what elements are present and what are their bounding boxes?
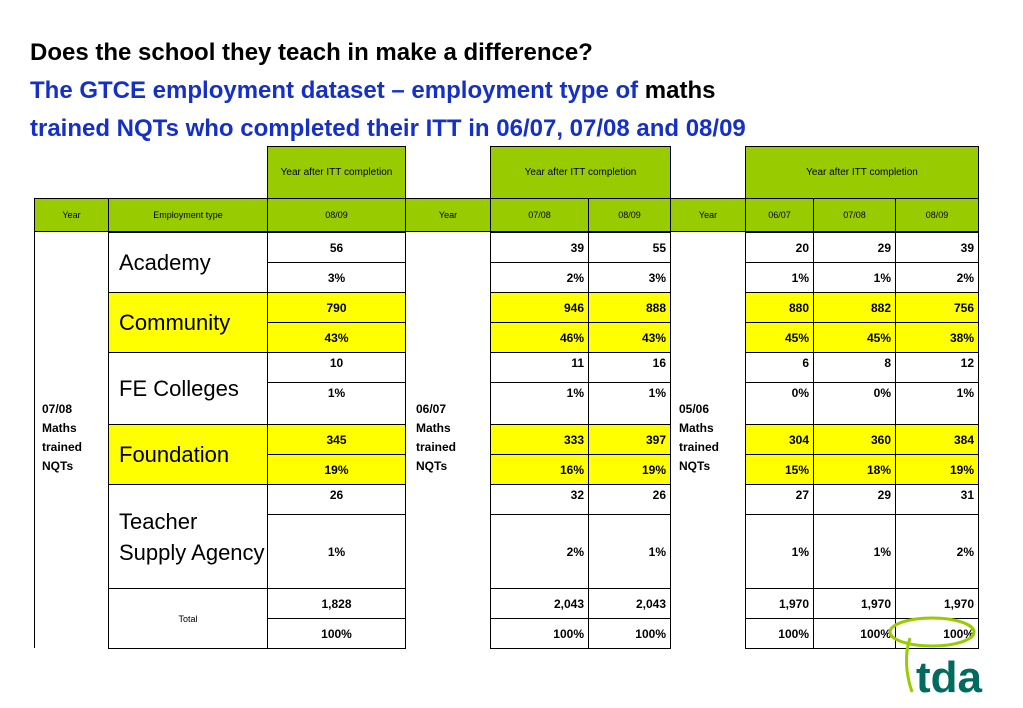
table-cell-academy-count-5: 39 (895, 232, 979, 263)
table-cell-fe-count-5: 12 (895, 352, 979, 383)
table-cell-tsa-pct-4: 1% (813, 514, 896, 589)
table-cell-community-pct-1: 46% (490, 322, 589, 353)
table-cell-total-pct-0: 100% (267, 618, 406, 649)
table-cell-fe-count-4: 8 (813, 352, 896, 383)
table-cell-community-pct-0: 43% (267, 322, 406, 353)
table-cell-foundation-pct-2: 19% (588, 454, 671, 485)
employment-type-community: Community (108, 292, 268, 353)
table-cell-fe-count-1: 11 (490, 352, 589, 383)
employment-type-academy: Academy (108, 232, 268, 293)
table-cell-fe-count-0: 10 (267, 352, 406, 383)
group-border-left (34, 232, 35, 648)
table-cell-foundation-count-3: 304 (745, 424, 814, 455)
group-label-0708: 07/08 Maths trained NQTs (42, 402, 83, 473)
header-year-after-1: Year after ITT completion (267, 146, 406, 199)
title-subtitle (30, 72, 1010, 110)
table-cell-fe-pct-0: 1% (267, 382, 406, 425)
table-cell-foundation-pct-0: 19% (267, 454, 406, 485)
table-cell-fe-pct-2: 1% (588, 382, 671, 425)
col-year-3: Year (670, 198, 746, 232)
table-cell-fe-pct-4: 0% (813, 382, 896, 425)
table-cell-academy-pct-5: 2% (895, 262, 979, 293)
col-year-2: Year (405, 198, 491, 232)
table-cell-tsa-count-4: 29 (813, 484, 896, 515)
col-0708-a: 07/08 (490, 198, 589, 232)
table-cell-community-pct-5: 38% (895, 322, 979, 353)
col-0809-b: 08/09 (588, 198, 671, 232)
table-cell-foundation-count-2: 397 (588, 424, 671, 455)
group-label-0506: 05/06 Maths trained NQTs (679, 402, 720, 473)
tda-logo (880, 612, 1020, 708)
table-cell-foundation-count-5: 384 (895, 424, 979, 455)
table-cell-fe-pct-1: 1% (490, 382, 589, 425)
col-year: Year (34, 198, 109, 232)
title-subtitle-maths: maths (644, 77, 716, 104)
employment-type-total: Total (108, 588, 268, 649)
table-cell-foundation-pct-1: 16% (490, 454, 589, 485)
table-cell-tsa-pct-2: 1% (588, 514, 671, 589)
table-cell-community-count-5: 756 (895, 292, 979, 323)
table-cell-tsa-pct-3: 1% (745, 514, 814, 589)
title-subtitle-blue: The GTCE employment dataset – employment type of (30, 77, 645, 104)
table-cell-community-count-3: 880 (745, 292, 814, 323)
employment-type-foundation: Foundation (108, 424, 268, 485)
col-0809-c: 08/09 (895, 198, 979, 232)
table-cell-academy-pct-1: 2% (490, 262, 589, 293)
header-year-after-2: Year after ITT completion (490, 146, 671, 199)
col-0708-b: 07/08 (813, 198, 896, 232)
table-cell-total-pct-3: 100% (745, 618, 814, 649)
table-cell-foundation-count-4: 360 (813, 424, 896, 455)
table-cell-community-count-1: 946 (490, 292, 589, 323)
logo-text: tda (916, 653, 982, 702)
table-cell-foundation-pct-4: 18% (813, 454, 896, 485)
table-cell-foundation-pct-5: 19% (895, 454, 979, 485)
table-cell-total-count-4: 1,970 (813, 588, 896, 619)
table-cell-community-count-4: 882 (813, 292, 896, 323)
table-cell-community-pct-4: 45% (813, 322, 896, 353)
table-cell-academy-count-2: 55 (588, 232, 671, 263)
table-cell-academy-pct-3: 1% (745, 262, 814, 293)
employment-type-tsa: Teacher Supply Agency (108, 484, 268, 589)
table-cell-foundation-pct-3: 15% (745, 454, 814, 485)
table-cell-tsa-pct-0: 1% (267, 514, 406, 589)
col-employment-type: Employment type (108, 198, 268, 232)
table-cell-total-pct-1: 100% (490, 618, 589, 649)
table-cell-academy-count-3: 20 (745, 232, 814, 263)
table-cell-total-count-5: 1,970 (895, 588, 979, 619)
table-cell-community-pct-3: 45% (745, 322, 814, 353)
table-cell-total-count-3: 1,970 (745, 588, 814, 619)
table-cell-academy-count-0: 56 (267, 232, 406, 263)
table-cell-total-pct-5: 100% (895, 618, 979, 649)
title-subtitle-line3: trained NQTs who completed their ITT in 06/07, 07/08 and 08/09 (30, 115, 746, 142)
table-cell-tsa-count-1: 32 (490, 484, 589, 515)
table-cell-tsa-count-0: 26 (267, 484, 406, 515)
table-cell-academy-pct-2: 3% (588, 262, 671, 293)
table-cell-tsa-pct-1: 2% (490, 514, 589, 589)
table-cell-total-count-2: 2,043 (588, 588, 671, 619)
table-cell-tsa-count-3: 27 (745, 484, 814, 515)
table-cell-fe-count-3: 6 (745, 352, 814, 383)
table-cell-fe-count-2: 16 (588, 352, 671, 383)
table-cell-community-count-0: 790 (267, 292, 406, 323)
col-0607: 06/07 (745, 198, 814, 232)
slide-title (30, 34, 1010, 148)
table-cell-academy-pct-0: 3% (267, 262, 406, 293)
logo-swoosh-tail (906, 638, 912, 692)
table-cell-academy-pct-4: 1% (813, 262, 896, 293)
table-cell-total-count-1: 2,043 (490, 588, 589, 619)
logo-swoosh (890, 618, 974, 646)
table-cell-fe-pct-3: 0% (745, 382, 814, 425)
table-cell-tsa-count-5: 31 (895, 484, 979, 515)
table-cell-total-count-0: 1,828 (267, 588, 406, 619)
table-cell-foundation-count-0: 345 (267, 424, 406, 455)
table-cell-community-pct-2: 43% (588, 322, 671, 353)
col-0809-a: 08/09 (267, 198, 406, 232)
header-year-after-3: Year after ITT completion (745, 146, 979, 199)
table-cell-total-pct-4: 100% (813, 618, 896, 649)
title-question: Does the school they teach in make a difference? (30, 39, 593, 66)
table-cell-fe-pct-5: 1% (895, 382, 979, 425)
table-cell-foundation-count-1: 333 (490, 424, 589, 455)
table-cell-academy-count-1: 39 (490, 232, 589, 263)
table-cell-community-count-2: 888 (588, 292, 671, 323)
table-cell-academy-count-4: 29 (813, 232, 896, 263)
group-label-0607: 06/07 Maths trained NQTs (416, 402, 457, 473)
table-cell-tsa-pct-5: 2% (895, 514, 979, 589)
table-cell-total-pct-2: 100% (588, 618, 671, 649)
employment-type-fe: FE Colleges (108, 352, 268, 425)
table-cell-tsa-count-2: 26 (588, 484, 671, 515)
